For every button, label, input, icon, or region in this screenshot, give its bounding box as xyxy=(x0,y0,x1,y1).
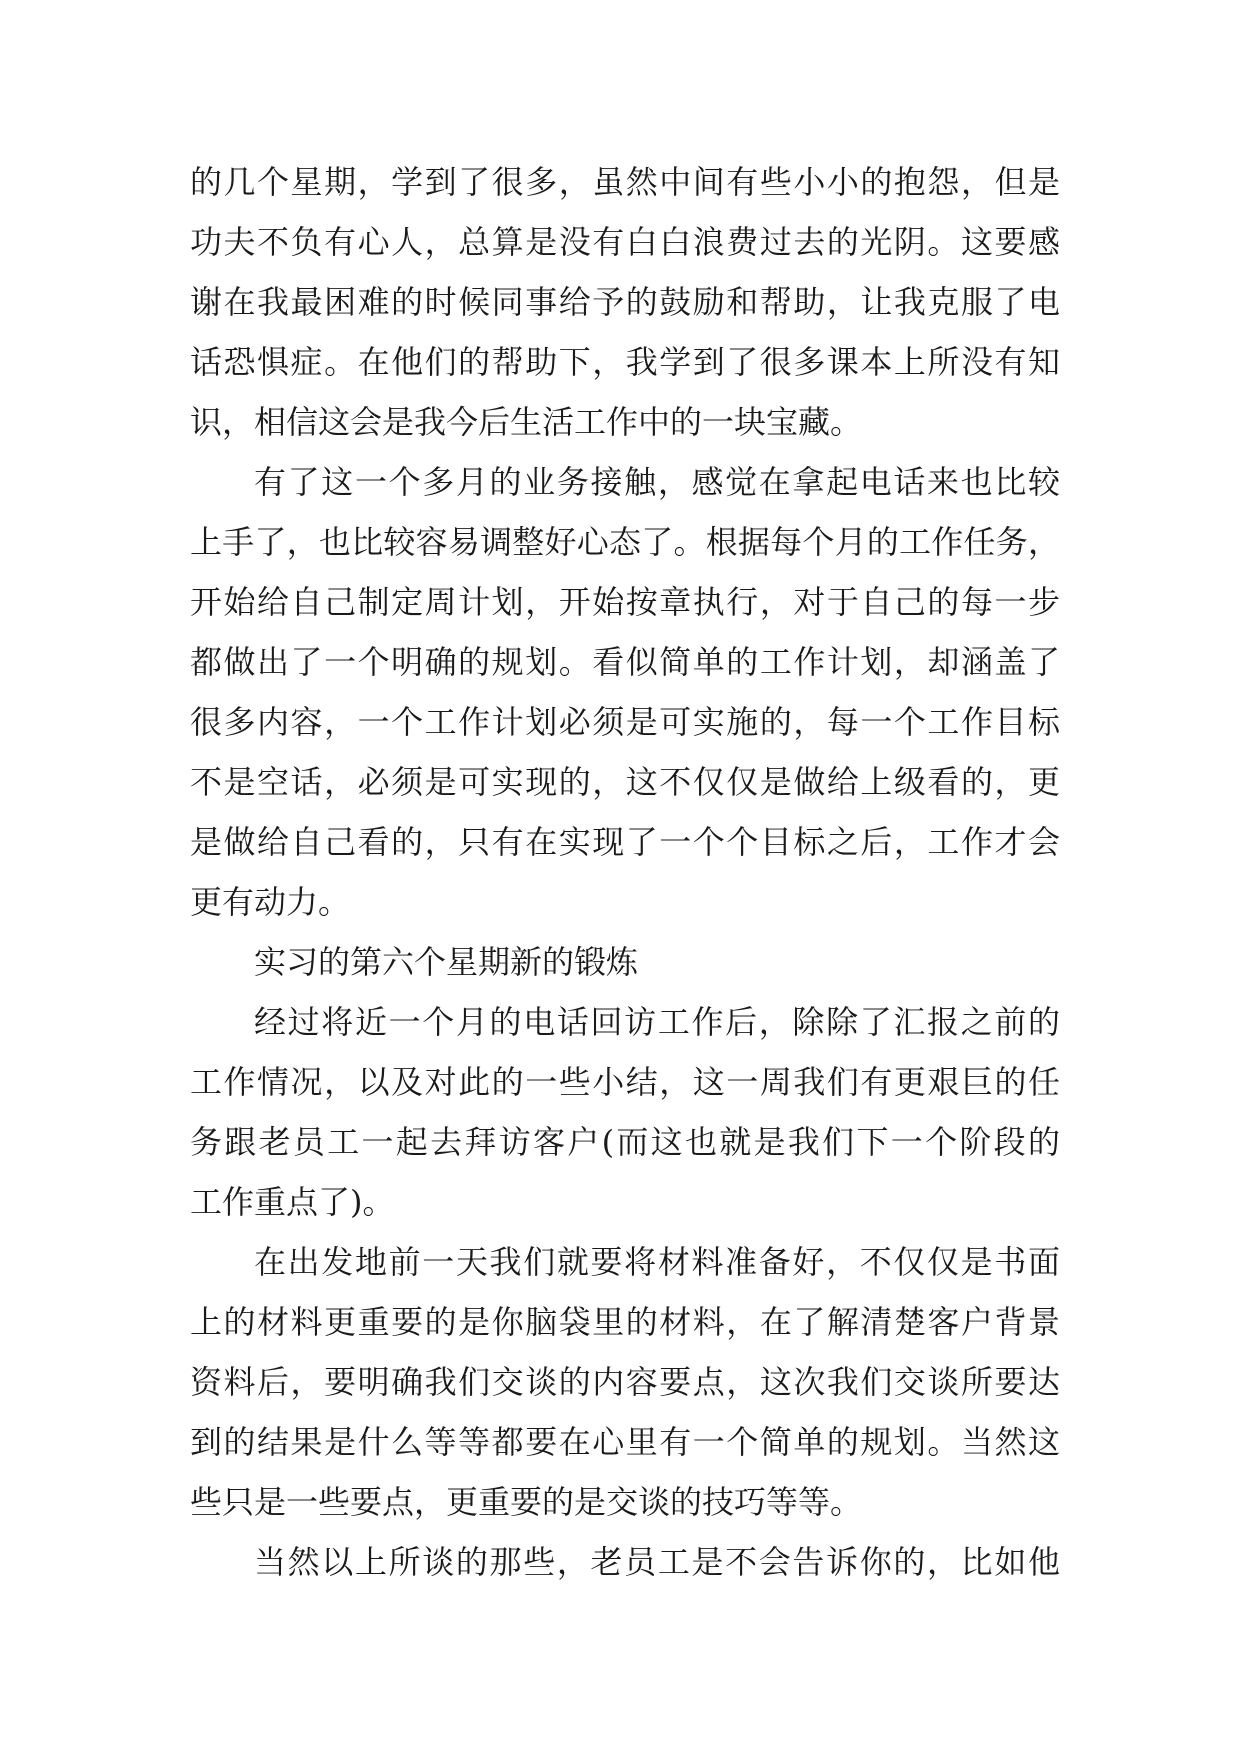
text-line: 上手了，也比较容易调整好心态了。根据每个月的工作任务， xyxy=(190,523,1060,561)
text-line: 工作重点了)。 xyxy=(190,1183,395,1221)
text-line: 开始给自己制定周计划，开始按章执行，对于自己的每一步 xyxy=(190,583,1060,621)
text-line: 更有动力。 xyxy=(190,883,351,921)
text-line: 都做出了一个明确的规划。看似简单的工作计划，却涵盖了 xyxy=(190,643,1060,681)
text-line: 上的材料更重要的是你脑袋里的材料，在了解清楚客户背景 xyxy=(190,1303,1060,1341)
text-line: 话恐惧症。在他们的帮助下，我学到了很多课本上所没有知 xyxy=(190,343,1060,381)
body-text xyxy=(190,152,1060,1592)
text-line: 资料后，要明确我们交谈的内容要点，这次我们交谈所要达 xyxy=(190,1363,1060,1401)
text-line: 工作情况，以及对此的一些小结，这一周我们有更艰巨的任 xyxy=(190,1063,1060,1101)
paragraph-first-line: 在出发地前一天我们就要将材料准备好，不仅仅是书面 xyxy=(254,1243,1060,1281)
text-line: 很多内容，一个工作计划必须是可实施的，每一个工作目标 xyxy=(190,703,1060,741)
text-line: 不是空话，必须是可实现的，这不仅仅是做给上级看的，更 xyxy=(190,763,1060,801)
text-line: 的几个星期，学到了很多，虽然中间有些小小的抱怨，但是 xyxy=(190,163,1060,201)
paragraph-first-line: 有了这一个多月的业务接触，感觉在拿起电话来也比较 xyxy=(254,463,1060,501)
paragraph-first-line: 当然以上所谈的那些，老员工是不会告诉你的，比如他 xyxy=(254,1543,1060,1581)
text-line: 务跟老员工一起去拜访客户(而这也就是我们下一个阶段的 xyxy=(190,1123,1060,1161)
text-line: 谢在我最困难的时候同事给予的鼓励和帮助，让我克服了电 xyxy=(190,283,1060,321)
text-line: 功夫不负有心人，总算是没有白白浪费过去的光阴。这要感 xyxy=(190,223,1060,261)
text-line: 是做给自己看的，只有在实现了一个个目标之后，工作才会 xyxy=(190,823,1060,861)
section-heading: 实习的第六个星期新的锻炼 xyxy=(254,943,639,981)
text-line: 识，相信这会是我今后生活工作中的一块宝藏。 xyxy=(190,403,863,441)
text-line: 些只是一些要点，更重要的是交谈的技巧等等。 xyxy=(190,1483,863,1521)
paragraph-first-line: 经过将近一个月的电话回访工作后，除除了汇报之前的 xyxy=(254,1003,1060,1041)
text-line: 到的结果是什么等等都要在心里有一个简单的规划。当然这 xyxy=(190,1423,1060,1461)
